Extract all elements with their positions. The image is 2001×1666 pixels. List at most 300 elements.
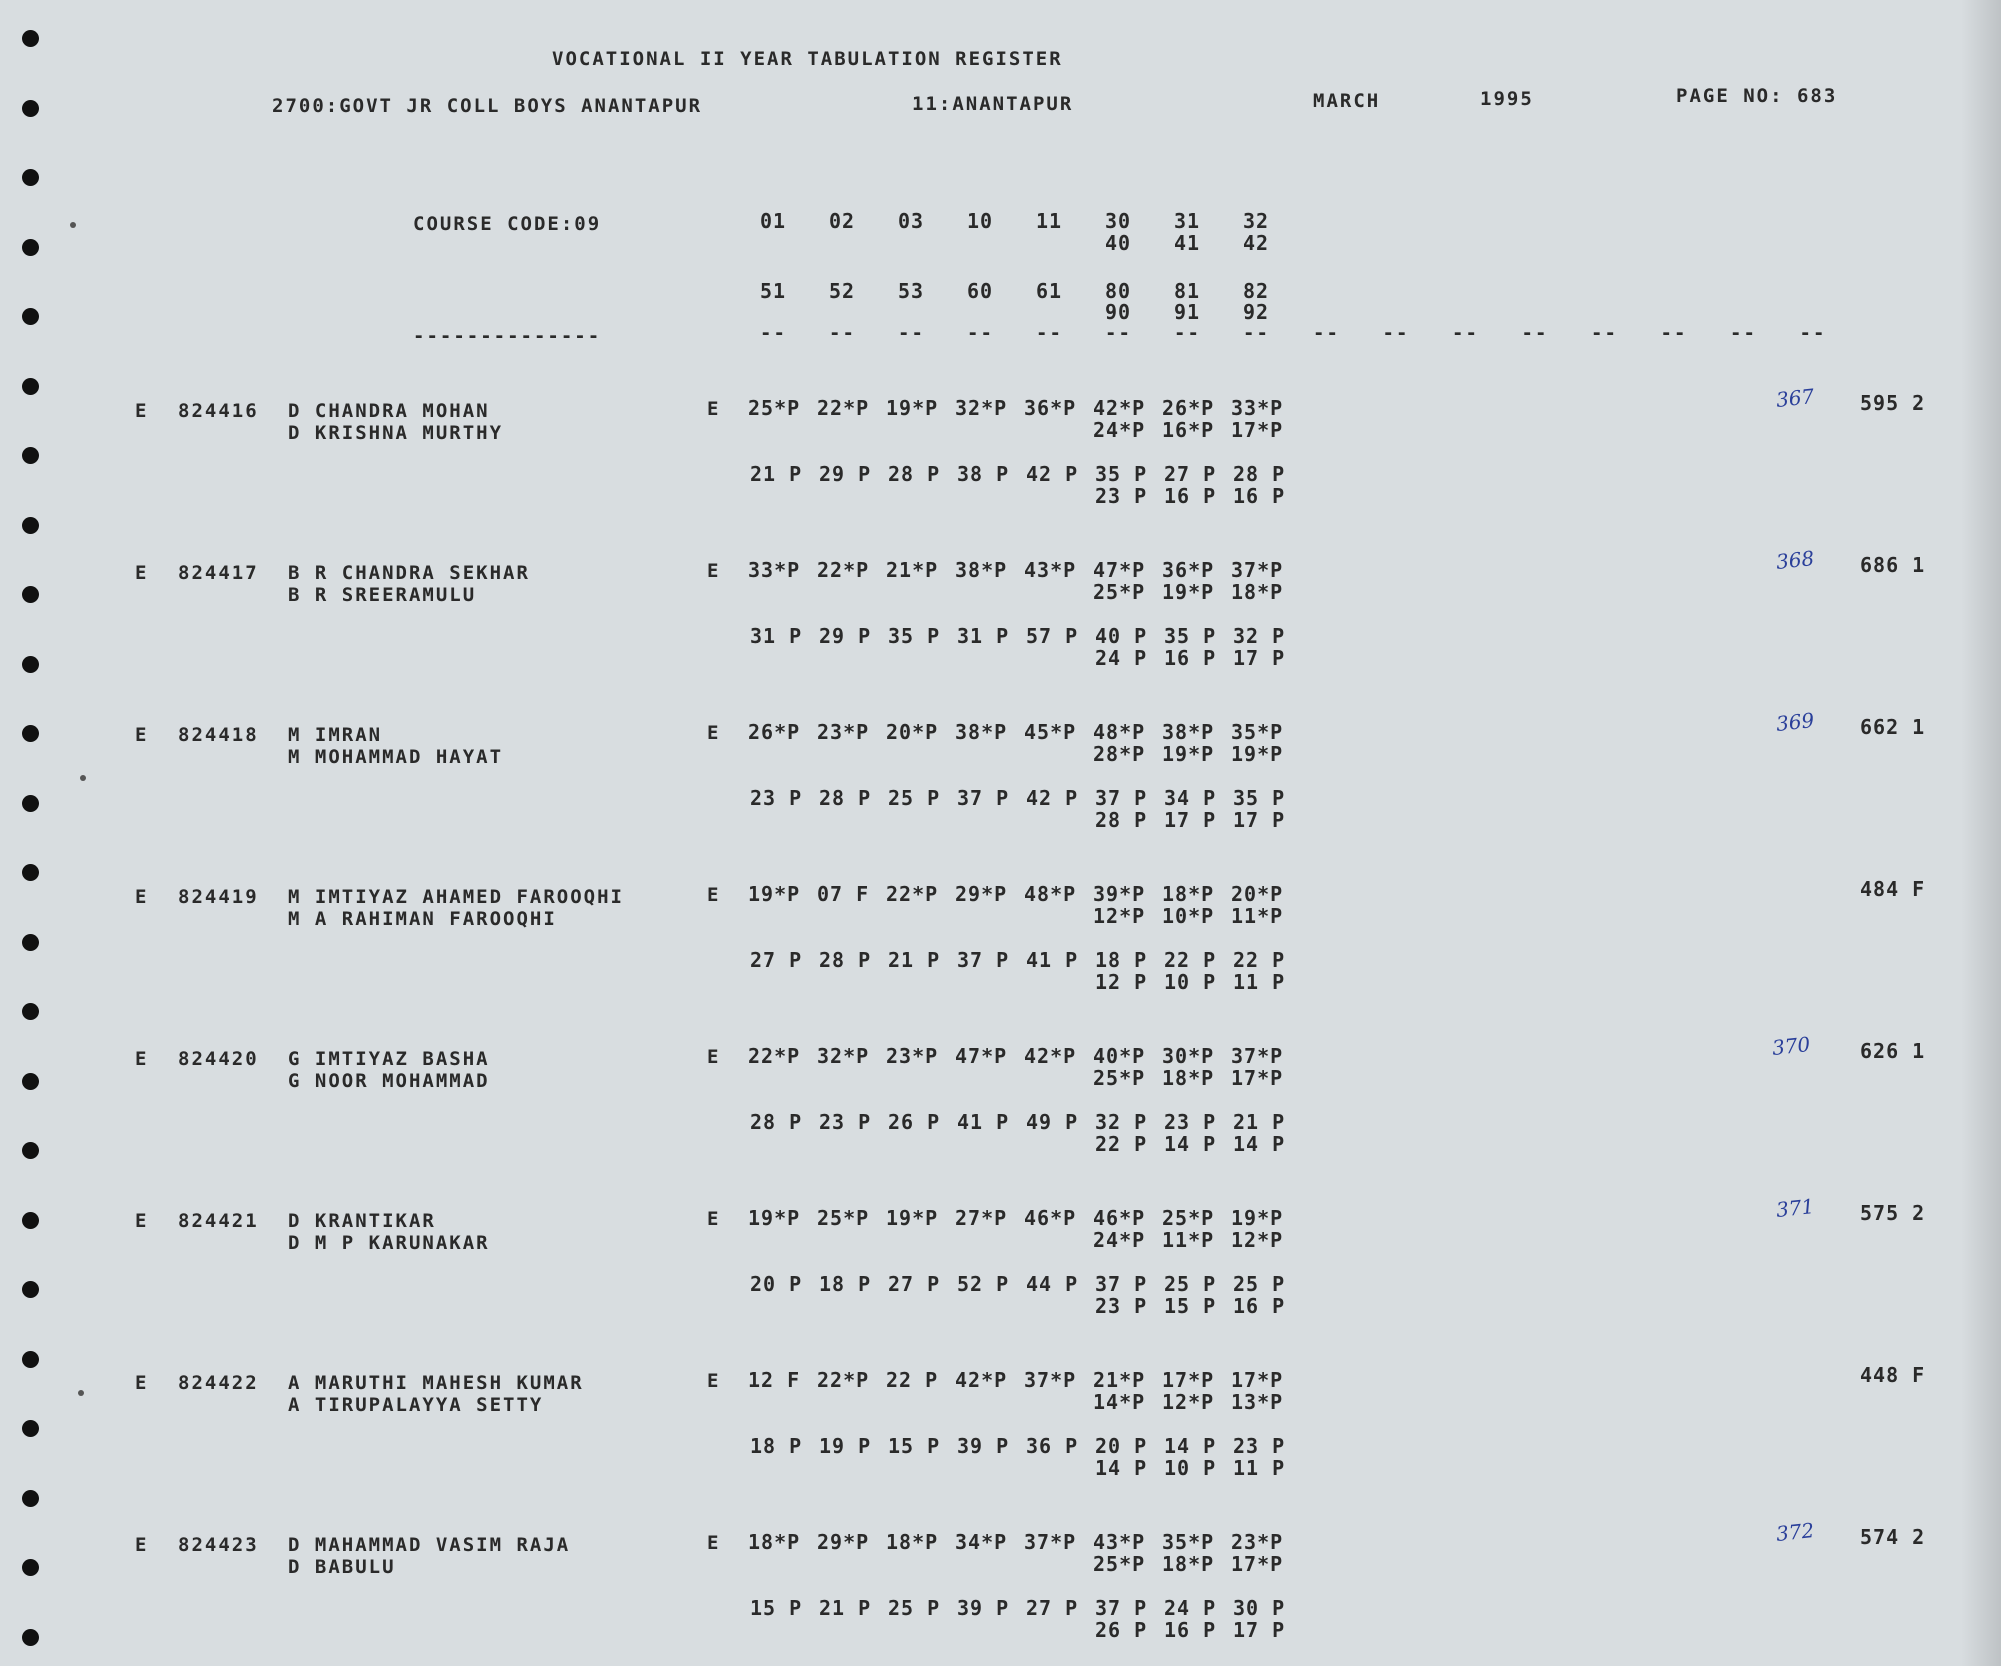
mark-cell: 29 P <box>819 624 872 648</box>
punch-hole <box>22 1490 39 1507</box>
mark-cell: 23*P <box>886 1044 939 1068</box>
mark-cell: 26 P <box>888 1110 941 1134</box>
mark-cell: 26 P <box>1095 1618 1148 1642</box>
punch-hole <box>22 1629 39 1646</box>
mark-cell: 38*P <box>955 720 1008 744</box>
mark-cell: 48*P <box>1093 720 1146 744</box>
mark-cell: 19*P <box>748 1206 801 1230</box>
dash-separator: -- <box>829 322 856 344</box>
feed-mark <box>70 222 76 228</box>
mark-cell: 35*P <box>1162 1530 1215 1554</box>
mark-cell: 14 P <box>1164 1434 1217 1458</box>
mark-cell: 28 P <box>819 948 872 972</box>
dash-separator: -- <box>1036 322 1063 344</box>
student-name: M IMRAN <box>288 724 383 746</box>
mark-cell: 25*P <box>1162 1206 1215 1230</box>
mark-cell: 30*P <box>1162 1044 1215 1068</box>
roll-number: 824417 <box>178 562 259 584</box>
exam-type: E <box>707 398 721 420</box>
column-code: 82 <box>1243 279 1270 303</box>
mark-cell: 11 P <box>1233 1456 1286 1480</box>
punch-hole <box>22 934 39 951</box>
column-code: 03 <box>898 209 925 233</box>
mark-cell: 16 P <box>1164 1618 1217 1642</box>
column-code: 90 <box>1105 300 1132 324</box>
mark-cell: 23 P <box>1233 1434 1286 1458</box>
punch-hole <box>22 795 39 812</box>
mark-cell: 27*P <box>955 1206 1008 1230</box>
punch-hole <box>22 30 39 47</box>
column-code: 31 <box>1174 209 1201 233</box>
mark-cell: 22 P <box>1233 948 1286 972</box>
mark-cell: 19*P <box>886 396 939 420</box>
column-code: 02 <box>829 209 856 233</box>
mark-cell: 12 F <box>748 1368 801 1392</box>
mark-cell: 46*P <box>1024 1206 1077 1230</box>
column-code: 51 <box>760 279 787 303</box>
father-name: A TIRUPALAYYA SETTY <box>288 1394 544 1416</box>
mark-cell: 14 P <box>1095 1456 1148 1480</box>
column-code: 80 <box>1105 279 1132 303</box>
mark-cell: 18*P <box>1162 1066 1215 1090</box>
total-and-class: 484 F <box>1860 877 1926 901</box>
status-flag: E <box>135 724 149 746</box>
handwritten-serial: 368 <box>1774 546 1816 574</box>
dash-separator: -- <box>1382 322 1410 344</box>
punch-hole <box>22 447 39 464</box>
mark-cell: 25 P <box>888 786 941 810</box>
mark-cell: 28 P <box>750 1110 803 1134</box>
status-flag: E <box>135 400 149 422</box>
mark-cell: 21*P <box>1093 1368 1146 1392</box>
punch-hole <box>22 656 39 673</box>
mark-cell: 19*P <box>1231 1206 1284 1230</box>
mark-cell: 14 P <box>1233 1132 1286 1156</box>
dash-separator: -- <box>1660 322 1688 344</box>
mark-cell: 23 P <box>750 786 803 810</box>
mark-cell: 17 P <box>1164 808 1217 832</box>
mark-cell: 16 P <box>1233 484 1286 508</box>
punch-hole <box>22 1351 39 1368</box>
mark-cell: 16 P <box>1164 646 1217 670</box>
total-and-class: 686 1 <box>1860 553 1926 577</box>
total-and-class: 595 2 <box>1860 391 1926 415</box>
column-code: 53 <box>898 279 925 303</box>
column-code: 92 <box>1243 300 1270 324</box>
mark-cell: 17 P <box>1233 808 1286 832</box>
mark-cell: 22*P <box>817 1368 870 1392</box>
mark-cell: 23*P <box>817 720 870 744</box>
total-and-class: 662 1 <box>1860 715 1926 739</box>
mark-cell: 17 P <box>1233 1618 1286 1642</box>
mark-cell: 16 P <box>1233 1294 1286 1318</box>
mark-cell: 38*P <box>955 558 1008 582</box>
mark-cell: 39 P <box>957 1596 1010 1620</box>
mark-cell: 36*P <box>1162 558 1215 582</box>
mark-cell: 25*P <box>1093 580 1146 604</box>
mark-cell: 26*P <box>748 720 801 744</box>
mark-cell: 33*P <box>1231 396 1284 420</box>
mark-cell: 18*P <box>748 1530 801 1554</box>
mark-cell: 10 P <box>1164 1456 1217 1480</box>
mark-cell: 18*P <box>1162 882 1215 906</box>
mark-cell: 37 P <box>1095 1596 1148 1620</box>
mark-cell: 30 P <box>1233 1596 1286 1620</box>
mark-cell: 16 P <box>1164 484 1217 508</box>
mark-cell: 39 P <box>957 1434 1010 1458</box>
mark-cell: 43*P <box>1024 558 1077 582</box>
handwritten-serial: 367 <box>1774 384 1816 412</box>
dash-separator: -- <box>1799 322 1827 344</box>
punch-hole <box>22 378 39 395</box>
total-and-class: 626 1 <box>1860 1039 1926 1063</box>
handwritten-serial: 370 <box>1770 1032 1812 1060</box>
dash-separator: -- <box>1591 322 1618 344</box>
mark-cell: 32 P <box>1233 624 1286 648</box>
father-name: B R SREERAMULU <box>288 584 477 606</box>
punch-hole <box>22 100 39 117</box>
register-title: VOCATIONAL II YEAR TABULATION REGISTER <box>552 48 1063 70</box>
mark-cell: 38*P <box>1162 720 1215 744</box>
father-name: G NOOR MOHAMMAD <box>288 1070 490 1092</box>
column-code: 60 <box>967 279 994 303</box>
father-name: D KRISHNA MURTHY <box>288 422 504 444</box>
page-number: PAGE NO: 683 <box>1676 85 1838 107</box>
college-name: 2700:GOVT JR COLL BOYS ANANTAPUR <box>272 95 703 117</box>
mark-cell: 19*P <box>1162 742 1215 766</box>
column-code: 10 <box>967 209 994 233</box>
student-name: D MAHAMMAD VASIM RAJA <box>288 1534 571 1556</box>
mark-cell: 42*P <box>1093 396 1146 420</box>
mark-cell: 47*P <box>955 1044 1008 1068</box>
mark-cell: 35 P <box>1164 624 1217 648</box>
district: 11:ANANTAPUR <box>912 93 1074 115</box>
status-flag: E <box>135 1372 149 1394</box>
mark-cell: 21 P <box>750 462 803 486</box>
mark-cell: 20*P <box>1231 882 1284 906</box>
mark-cell: 25*P <box>748 396 801 420</box>
column-code: 40 <box>1105 231 1132 255</box>
mark-cell: 11 P <box>1233 970 1286 994</box>
mark-cell: 25*P <box>1093 1066 1146 1090</box>
punch-hole <box>22 1281 39 1298</box>
exam-type: E <box>707 884 721 906</box>
total-and-class: 574 2 <box>1860 1525 1926 1549</box>
punch-hole <box>22 725 39 742</box>
mark-cell: 20 P <box>750 1272 803 1296</box>
dash-separator: -- <box>760 322 787 344</box>
mark-cell: 37 P <box>1095 786 1148 810</box>
mark-cell: 18 P <box>1095 948 1148 972</box>
mark-cell: 44 P <box>1026 1272 1079 1296</box>
mark-cell: 36 P <box>1026 1434 1079 1458</box>
punch-hole <box>22 1073 39 1090</box>
column-code: 30 <box>1105 209 1132 233</box>
mark-cell: 18 P <box>819 1272 872 1296</box>
mark-cell: 18*P <box>1231 580 1284 604</box>
mark-cell: 35 P <box>1095 462 1148 486</box>
mark-cell: 31 P <box>957 624 1010 648</box>
mark-cell: 25 P <box>1233 1272 1286 1296</box>
mark-cell: 12*P <box>1231 1228 1284 1252</box>
punch-hole <box>22 1420 39 1437</box>
mark-cell: 32 P <box>1095 1110 1148 1134</box>
mark-cell: 11*P <box>1231 904 1284 928</box>
mark-cell: 20*P <box>886 720 939 744</box>
mark-cell: 35 P <box>888 624 941 648</box>
dash-separator: -- <box>967 322 994 344</box>
mark-cell: 22 P <box>1095 1132 1148 1156</box>
column-code: 81 <box>1174 279 1201 303</box>
mark-cell: 24 P <box>1095 646 1148 670</box>
mark-cell: 42*P <box>1024 1044 1077 1068</box>
student-name: G IMTIYAZ BASHA <box>288 1048 490 1070</box>
column-code: 61 <box>1036 279 1063 303</box>
exam-month: MARCH <box>1313 90 1381 112</box>
exam-type: E <box>707 1208 721 1230</box>
mark-cell: 19*P <box>1231 742 1284 766</box>
mark-cell: 41 P <box>957 1110 1010 1134</box>
mark-cell: 11*P <box>1162 1228 1215 1252</box>
punch-hole <box>22 239 39 256</box>
mark-cell: 52 P <box>957 1272 1010 1296</box>
mark-cell: 16*P <box>1162 418 1215 442</box>
feed-mark <box>78 1390 84 1396</box>
mark-cell: 12*P <box>1162 1390 1215 1414</box>
mark-cell: 14*P <box>1093 1390 1146 1414</box>
mark-cell: 15 P <box>888 1434 941 1458</box>
exam-type: E <box>707 722 721 744</box>
punch-hole <box>22 169 39 186</box>
father-name: M MOHAMMAD HAYAT <box>288 746 504 768</box>
handwritten-serial: 371 <box>1774 1194 1816 1222</box>
handwritten-serial: 372 <box>1774 1518 1816 1546</box>
exam-type: E <box>707 560 721 582</box>
mark-cell: 07 F <box>817 882 870 906</box>
mark-cell: 29*P <box>817 1530 870 1554</box>
roll-number: 824420 <box>178 1048 259 1070</box>
mark-cell: 22*P <box>817 558 870 582</box>
mark-cell: 31 P <box>750 624 803 648</box>
mark-cell: 27 P <box>750 948 803 972</box>
dash-separator: -- <box>1452 322 1479 344</box>
mark-cell: 38 P <box>957 462 1010 486</box>
column-code: 32 <box>1243 209 1270 233</box>
mark-cell: 49 P <box>1026 1110 1079 1134</box>
mark-cell: 15 P <box>750 1596 803 1620</box>
mark-cell: 39*P <box>1093 882 1146 906</box>
student-name: M IMTIYAZ AHAMED FAROOQHI <box>288 886 624 908</box>
mark-cell: 15 P <box>1164 1294 1217 1318</box>
mark-cell: 37 P <box>957 948 1010 972</box>
mark-cell: 36*P <box>1024 396 1077 420</box>
mark-cell: 37*P <box>1024 1368 1077 1392</box>
mark-cell: 23 P <box>1164 1110 1217 1134</box>
mark-cell: 28 P <box>1233 462 1286 486</box>
mark-cell: 21 P <box>819 1596 872 1620</box>
punch-hole <box>22 586 39 603</box>
mark-cell: 10 P <box>1164 970 1217 994</box>
punch-hole <box>22 308 39 325</box>
mark-cell: 47*P <box>1093 558 1146 582</box>
mark-cell: 21 P <box>1233 1110 1286 1134</box>
mark-cell: 46*P <box>1093 1206 1146 1230</box>
dash-underline: -------------- <box>413 325 602 347</box>
status-flag: E <box>135 1048 149 1070</box>
mark-cell: 18 P <box>750 1434 803 1458</box>
mark-cell: 35*P <box>1231 720 1284 744</box>
mark-cell: 37*P <box>1024 1530 1077 1554</box>
mark-cell: 33*P <box>748 558 801 582</box>
roll-number: 824416 <box>178 400 259 422</box>
father-name: M A RAHIMAN FAROOQHI <box>288 908 557 930</box>
exam-type: E <box>707 1046 721 1068</box>
mark-cell: 21*P <box>886 558 939 582</box>
feed-mark <box>80 775 86 781</box>
mark-cell: 19*P <box>1162 580 1215 604</box>
mark-cell: 21 P <box>888 948 941 972</box>
mark-cell: 28 P <box>888 462 941 486</box>
mark-cell: 18*P <box>1162 1552 1215 1576</box>
mark-cell: 26*P <box>1162 396 1215 420</box>
mark-cell: 17*P <box>1231 1368 1284 1392</box>
mark-cell: 42 P <box>1026 786 1079 810</box>
status-flag: E <box>135 1210 149 1232</box>
mark-cell: 14 P <box>1164 1132 1217 1156</box>
mark-cell: 34 P <box>1164 786 1217 810</box>
mark-cell: 12 P <box>1095 970 1148 994</box>
mark-cell: 17 P <box>1233 646 1286 670</box>
exam-type: E <box>707 1532 721 1554</box>
mark-cell: 41 P <box>1026 948 1079 972</box>
dash-separator: -- <box>1730 322 1757 344</box>
dash-separator: -- <box>1521 322 1549 344</box>
mark-cell: 25 P <box>888 1596 941 1620</box>
mark-cell: 29 P <box>819 462 872 486</box>
mark-cell: 17*P <box>1231 1552 1284 1576</box>
mark-cell: 25*P <box>1093 1552 1146 1576</box>
roll-number: 824422 <box>178 1372 259 1394</box>
mark-cell: 25*P <box>817 1206 870 1230</box>
mark-cell: 22*P <box>886 882 939 906</box>
mark-cell: 24*P <box>1093 418 1146 442</box>
dash-separator: -- <box>1105 322 1132 344</box>
mark-cell: 22 P <box>886 1368 939 1392</box>
mark-cell: 27 P <box>888 1272 941 1296</box>
mark-cell: 24 P <box>1164 1596 1217 1620</box>
mark-cell: 35 P <box>1233 786 1286 810</box>
dash-separator: -- <box>1174 322 1201 344</box>
mark-cell: 23 P <box>1095 484 1148 508</box>
mark-cell: 34*P <box>955 1530 1008 1554</box>
mark-cell: 40 P <box>1095 624 1148 648</box>
mark-cell: 19*P <box>748 882 801 906</box>
column-code: 01 <box>760 209 787 233</box>
roll-number: 824421 <box>178 1210 259 1232</box>
mark-cell: 20 P <box>1095 1434 1148 1458</box>
mark-cell: 28 P <box>819 786 872 810</box>
mark-cell: 12*P <box>1093 904 1146 928</box>
mark-cell: 13*P <box>1231 1390 1284 1414</box>
punch-hole <box>22 1003 39 1020</box>
exam-type: E <box>707 1370 721 1392</box>
mark-cell: 32*P <box>817 1044 870 1068</box>
mark-cell: 27 P <box>1164 462 1217 486</box>
total-and-class: 575 2 <box>1860 1201 1926 1225</box>
punch-hole <box>22 1142 39 1159</box>
student-name: B R CHANDRA SEKHAR <box>288 562 530 584</box>
roll-number: 824423 <box>178 1534 259 1556</box>
mark-cell: 29*P <box>955 882 1008 906</box>
mark-cell: 57 P <box>1026 624 1079 648</box>
student-name: D CHANDRA MOHAN <box>288 400 490 422</box>
column-code: 42 <box>1243 231 1270 255</box>
mark-cell: 22*P <box>748 1044 801 1068</box>
mark-cell: 22 P <box>1164 948 1217 972</box>
father-name: D BABULU <box>288 1556 396 1578</box>
mark-cell: 42 P <box>1026 462 1079 486</box>
punch-hole <box>22 1559 39 1576</box>
dash-separator: -- <box>1313 322 1340 344</box>
mark-cell: 17*P <box>1231 418 1284 442</box>
student-name: D KRANTIKAR <box>288 1210 436 1232</box>
mark-cell: 42*P <box>955 1368 1008 1392</box>
mark-cell: 25 P <box>1164 1272 1217 1296</box>
mark-cell: 28 P <box>1095 808 1148 832</box>
column-code: 11 <box>1036 209 1063 233</box>
mark-cell: 23 P <box>1095 1294 1148 1318</box>
roll-number: 824419 <box>178 886 259 908</box>
dash-separator: -- <box>898 322 925 344</box>
mark-cell: 24*P <box>1093 1228 1146 1252</box>
mark-cell: 18*P <box>886 1530 939 1554</box>
handwritten-serial: 369 <box>1774 708 1816 736</box>
mark-cell: 27 P <box>1026 1596 1079 1620</box>
mark-cell: 23*P <box>1231 1530 1284 1554</box>
course-code: COURSE CODE:09 <box>413 213 602 235</box>
roll-number: 824418 <box>178 724 259 746</box>
mark-cell: 32*P <box>955 396 1008 420</box>
mark-cell: 17*P <box>1162 1368 1215 1392</box>
mark-cell: 48*P <box>1024 882 1077 906</box>
student-name: A MARUTHI MAHESH KUMAR <box>288 1372 584 1394</box>
column-code: 91 <box>1174 300 1201 324</box>
status-flag: E <box>135 886 149 908</box>
total-and-class: 448 F <box>1860 1363 1926 1387</box>
mark-cell: 10*P <box>1162 904 1215 928</box>
status-flag: E <box>135 1534 149 1556</box>
mark-cell: 40*P <box>1093 1044 1146 1068</box>
punch-hole <box>22 864 39 881</box>
mark-cell: 17*P <box>1231 1066 1284 1090</box>
mark-cell: 37 P <box>957 786 1010 810</box>
mark-cell: 19 P <box>819 1434 872 1458</box>
mark-cell: 37*P <box>1231 558 1284 582</box>
status-flag: E <box>135 562 149 584</box>
exam-year: 1995 <box>1480 88 1534 110</box>
mark-cell: 23 P <box>819 1110 872 1134</box>
mark-cell: 28*P <box>1093 742 1146 766</box>
column-code: 52 <box>829 279 856 303</box>
punch-hole <box>22 1212 39 1229</box>
mark-cell: 22*P <box>817 396 870 420</box>
mark-cell: 45*P <box>1024 720 1077 744</box>
father-name: D M P KARUNAKAR <box>288 1232 490 1254</box>
mark-cell: 19*P <box>886 1206 939 1230</box>
punch-hole <box>22 517 39 534</box>
column-code: 41 <box>1174 231 1201 255</box>
mark-cell: 37*P <box>1231 1044 1284 1068</box>
